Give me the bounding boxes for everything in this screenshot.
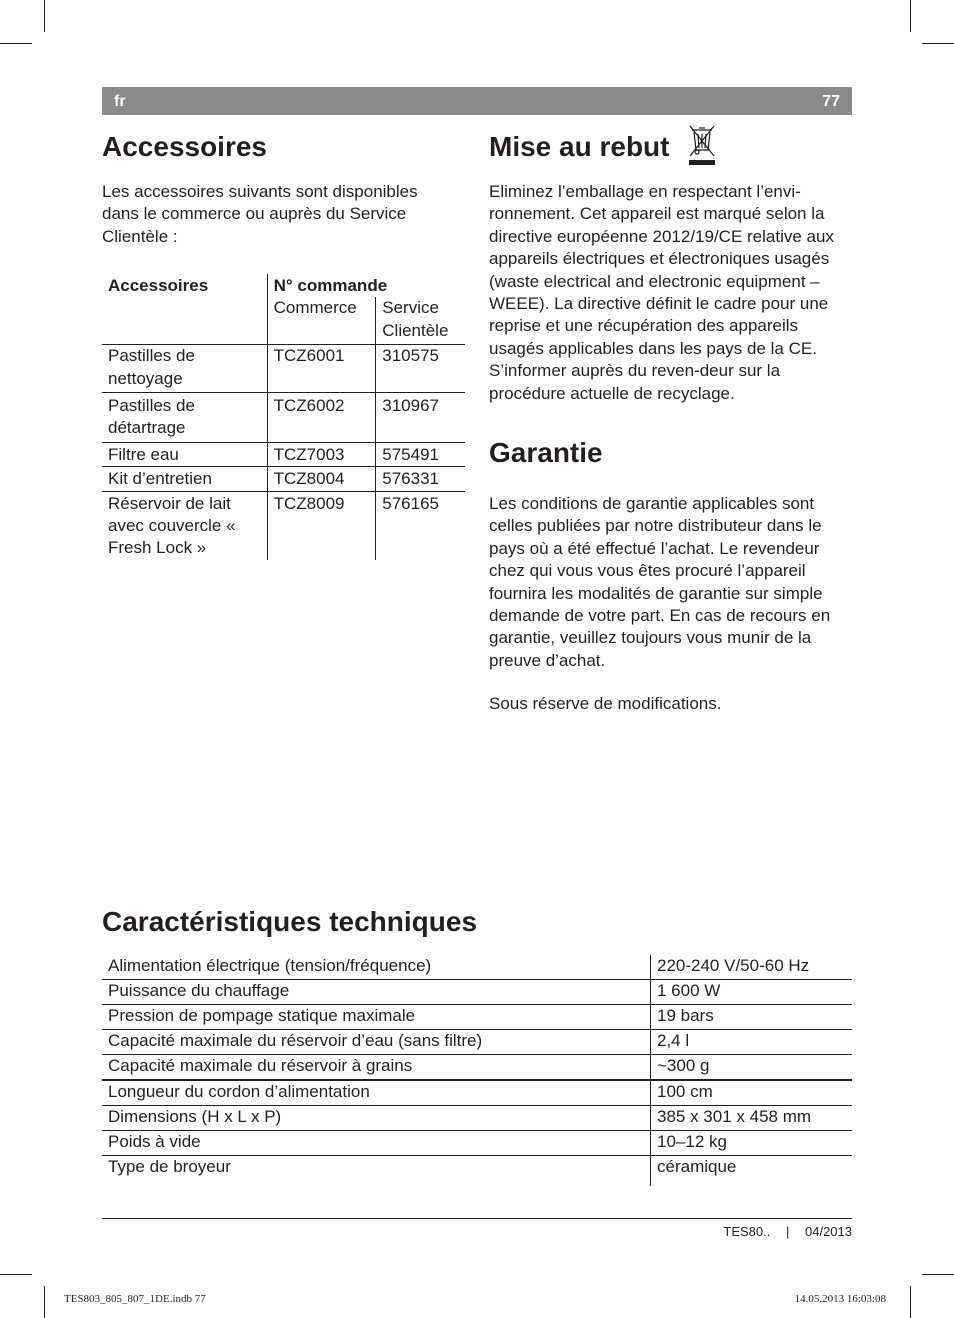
commerce-ref: TCZ8009 <box>267 491 376 560</box>
accessory-name: Pastilles de détartrage <box>102 393 267 443</box>
crop-mark <box>0 1274 32 1275</box>
crossed-out-wheelie-bin-icon <box>686 124 718 166</box>
footer-meta <box>723 1224 852 1239</box>
service-ref: 575491 <box>376 442 465 466</box>
table-row <box>102 467 465 491</box>
page-number: 77 <box>822 93 840 110</box>
spec-label: Capacité maximale du réservoir d’eau (sans filtre) <box>108 1031 483 1050</box>
spec-label: Longueur du cordon d’alimentation <box>108 1082 370 1101</box>
column-header-service: Service Clientèle <box>376 297 465 344</box>
accessories-heading: Accessoires <box>102 131 268 162</box>
service-ref: 576331 <box>376 467 465 491</box>
accessory-name: Filtre eau <box>102 442 267 466</box>
spec-label: Alimentation électrique (tension/fréquence) <box>108 956 432 975</box>
accessories-intro: Les accessoires suivants sont disponibles dans le commerce ou auprès du Service Clientèle : <box>102 182 418 246</box>
spec-label: Dimensions (H x L x P) <box>108 1107 282 1126</box>
crop-mark <box>922 1274 954 1275</box>
column-header-order: N° commande <box>267 274 465 297</box>
footer-separator: | <box>785 1224 790 1239</box>
table-header-row <box>102 274 465 297</box>
crop-mark <box>44 0 45 32</box>
footer-rule <box>102 1218 852 1219</box>
table-row <box>102 1156 852 1187</box>
accessory-name: Pastilles de nettoyage <box>102 345 267 393</box>
table-row <box>102 1055 852 1081</box>
spec-label: Pression de pompage statique maximale <box>108 1006 416 1025</box>
warranty-heading: Garantie <box>489 437 603 468</box>
specs-table <box>102 955 852 1186</box>
column-header-accessory: Accessoires <box>108 276 209 295</box>
crop-mark <box>922 43 954 44</box>
spec-label: Puissance du chauffage <box>108 981 290 1000</box>
language-code: fr <box>114 93 126 110</box>
disposal-text: Eliminez l’emballage en respectant l’envi-ronnement. Cet appareil est marqué selon la directive européenne 2012/19/CE relative aux appareils électriques et électroniques usagés (waste electrical and electronic equipment – WEEE). La directive définit le cadre pour une reprise et une récupération des appareils usagés applicables dans les pays de la CE. S’informer auprès du reven-deur sur la procédure actuelle de recyclage. <box>489 182 834 403</box>
disposal-heading: Mise au rebut <box>489 131 670 162</box>
accessory-name: Réservoir de lait avec couvercle « Fresh Lock » <box>108 493 236 558</box>
warranty-note: Sous réserve de modifications. <box>489 694 722 713</box>
table-row <box>102 1106 852 1131</box>
table-row <box>102 345 465 393</box>
column-header-commerce: Commerce <box>267 297 376 344</box>
table-row <box>102 1030 852 1055</box>
service-ref: 576165 <box>376 491 465 560</box>
table-row <box>102 955 852 980</box>
table-row <box>102 1005 852 1030</box>
commerce-ref: TCZ6001 <box>267 345 376 393</box>
service-ref: 310575 <box>376 345 465 393</box>
table-row <box>102 393 465 443</box>
crop-mark <box>0 43 32 44</box>
specs-heading: Caractéristiques techniques <box>102 906 478 937</box>
spec-value: 19 bars <box>651 1005 853 1030</box>
spec-value: 10–12 kg <box>651 1131 853 1156</box>
model-number: TES80.. <box>723 1224 771 1239</box>
accessory-name: Kit d’entretien <box>102 467 267 491</box>
print-slug-file: TES803_805_807_1DE.indb 77 <box>64 1293 206 1305</box>
table-row <box>102 980 852 1005</box>
spec-value: 2,4 l <box>651 1030 853 1055</box>
print-slug-timestamp: 14.05.2013 16:03:08 <box>794 1293 886 1305</box>
page-header-bar <box>102 87 852 115</box>
accessories-table <box>102 274 465 560</box>
crop-mark <box>910 1286 911 1318</box>
table-row <box>102 1080 852 1106</box>
commerce-ref: TCZ8004 <box>267 467 376 491</box>
spec-label: Capacité maximale du réservoir à grains <box>108 1056 413 1075</box>
commerce-ref: TCZ6002 <box>267 393 376 443</box>
spec-label: Type de broyeur <box>108 1157 231 1176</box>
spec-value: 220-240 V/50-60 Hz <box>651 955 853 980</box>
spec-value: 1 600 W <box>651 980 853 1005</box>
table-row <box>102 1131 852 1156</box>
crop-mark <box>44 1286 45 1318</box>
warranty-text: Les conditions de garantie applicables sont celles publiées par notre distributeur dans le pays où a été effectué l’achat. Le revendeur chez qui vous vous êtes procuré l’appareil fournira les modalités de garantie sur simple demande de votre part. En cas de recours en garantie, veuillez toujours vous munir de la preuve d’achat. <box>489 494 831 670</box>
commerce-ref: TCZ7003 <box>267 442 376 466</box>
service-ref: 310967 <box>376 393 465 443</box>
spec-value: céramique <box>651 1156 853 1187</box>
spec-value: 100 cm <box>651 1080 853 1106</box>
spec-label: Poids à vide <box>108 1132 201 1151</box>
edition-date: 04/2013 <box>805 1224 852 1239</box>
spec-value: 385 x 301 x 458 mm <box>651 1106 853 1131</box>
crop-mark <box>910 0 911 32</box>
table-row <box>102 442 465 466</box>
spec-value: ~300 g <box>651 1055 853 1081</box>
table-row <box>102 491 465 560</box>
